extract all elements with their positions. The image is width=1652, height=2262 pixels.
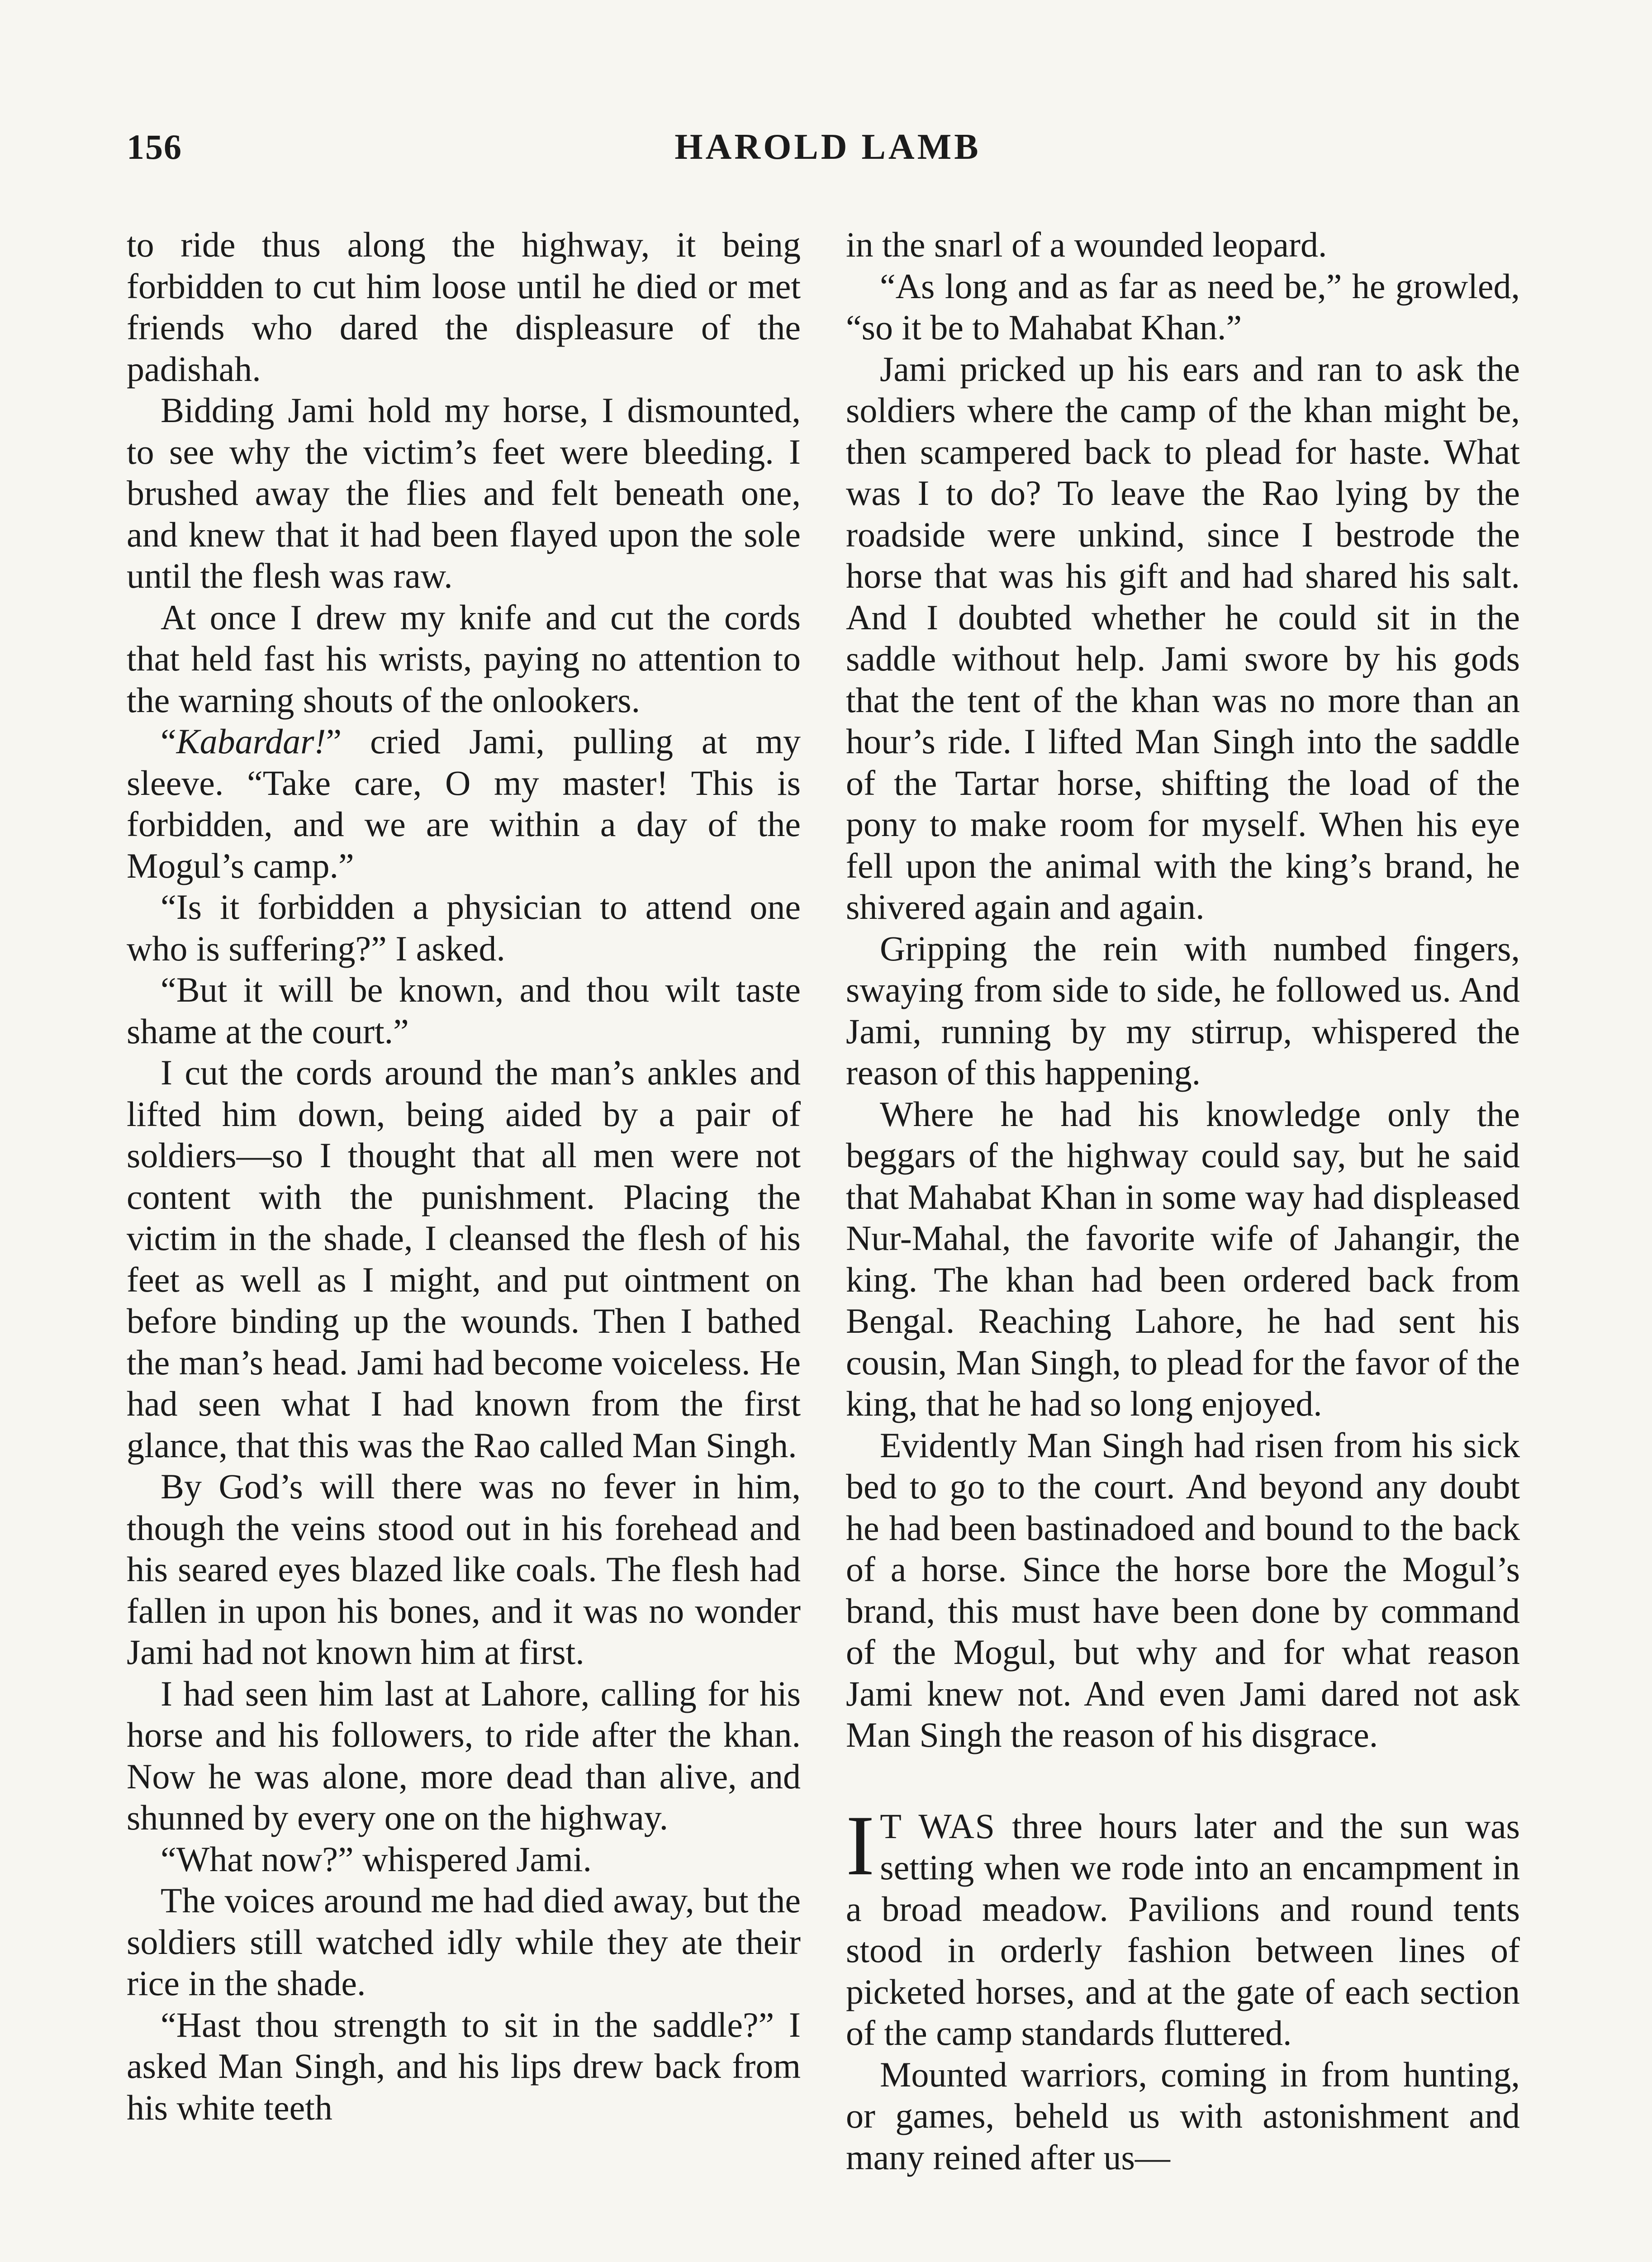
paragraph: I cut the cords around the man’s ankles and lifted him down, being aided by a pair of soldiers—so I thought that all men were not content with the punishment. Placing the victim in the shade, I cleansed the flesh of his feet as well as I might, and put ointment on before binding up the wounds. Then I bathed the man’s head. Jami had become voiceless. He had seen what I had known from the first glance, that this was the Rao called Man Singh. <box>127 1053 801 1465</box>
italic-exclamation: Kabardar! <box>176 722 326 761</box>
drop-cap: I <box>846 1798 875 1893</box>
running-head: HAROLD LAMB <box>674 127 981 167</box>
paragraph: “Is it forbidden a physician to attend one who is suffering?” I asked. <box>127 887 801 968</box>
paragraph <box>127 721 801 886</box>
right-column <box>846 224 1520 2178</box>
paragraph: to ride thus along the highway, it being forbidden to cut him loose until he died or met friends who dared the displeasure of the padishah. <box>127 225 801 389</box>
page-number: 156 <box>127 127 182 166</box>
paragraph: Jami pricked up his ears and ran to ask the soldiers where the camp of the khan might be, then scampered back to plead for haste. What was I to do? To leave the Rao lying by the roadside were unkind, since I bestrode the horse that was his gift and had shared his salt. And I doubted whether he could sit in the saddle without help. Jami swore by his gods that the tent of the khan was no more than an hour’s ride. I lifted Man Singh into the saddle of the Tartar horse, shifting the load of the pony to make room for myself. When his eye fell upon the animal with the king’s brand, he shivered again and again. <box>846 349 1520 927</box>
paragraph: Where he had his knowledge only the beggars of the highway could say, but he said that Mahabat Khan in some way had displeased Nur-Mahal, the favorite wife of Jahangir, the king. The khan had been ordered back from Bengal. Reaching Lahore, he had sent his cousin, Man Singh, to plead for the favor of the king, that he had so long enjoyed. <box>846 1094 1520 1423</box>
paragraph: The voices around me had died away, but the soldiers still watched idly while they ate their rice in the shade. <box>127 1881 801 2003</box>
paragraph-text: three hours later and the sun was setting when we rode into an encampment in a broad meadow. Pavilions and round tents stood in orderly fashion between lines of picketed horses, and at the gate of each section of the camp standards fluttered. <box>846 1806 1520 2053</box>
paragraph: in the snarl of a wounded leopard. <box>846 225 1327 264</box>
left-column <box>127 224 801 2128</box>
paragraph: Evidently Man Singh had risen from his sick bed to go to the court. And beyond any doubt he had been bastinadoed and bound to the back of a horse. Since the horse bore the Mogul’s brand, this must have been done by command of the Mogul, but why and for what reason Jami knew not. And even Jami dared not ask Man Singh the reason of his disgrace. <box>846 1425 1520 1754</box>
open-quote: “ <box>161 722 176 761</box>
page-header <box>127 127 1529 190</box>
section-opening-paragraph <box>846 1798 1520 2054</box>
paragraph: By God’s will there was no fever in him, though the veins stood out in his forehead and his seared eyes blazed like coals. The flesh had fallen in upon his bones, and it was no wonder Jami had not known him at first. <box>127 1467 801 1672</box>
paragraph: Mounted warriors, coming in from hunting, or games, beheld us with astonishment and many reined after us— <box>846 2054 1520 2177</box>
paragraph: Bidding Jami hold my horse, I dismounted, to see why the victim’s feet were bleeding. I brushed away the flies and felt beneath one, and knew that it had been flayed upon the sole until the flesh was raw. <box>127 390 801 595</box>
paragraph: Gripping the rein with numbed fingers, swaying from side to side, he followed us. And Jami, running by my stirrup, whispered the reason of this happening. <box>846 928 1520 1092</box>
section-break <box>846 1756 1520 1806</box>
paragraph-text: ” cried Jami, pulling at my sleeve. “Take care, O my master! This is forbidden, and we are within a day of the Mogul’s camp.” <box>127 722 801 885</box>
paragraph: I had seen him last at Lahore, calling for his horse and his followers, to ride after the khan. Now he was alone, more dead than alive, and shunned by every one on the highway. <box>127 1673 801 1837</box>
paragraph: “Hast thou strength to sit in the saddle?” I asked Man Singh, and his lips drew back from his white teeth <box>127 2005 801 2127</box>
paragraph: “What now?” whispered Jami. <box>161 1839 592 1879</box>
paragraph: “As long and as far as need be,” he growled, “so it be to Mahabat Khan.” <box>846 266 1520 347</box>
paragraph: At once I drew my knife and cut the cords that held fast his wrists, paying no attention to the warning shouts of the onlookers. <box>127 597 801 720</box>
lead-in: T WAS <box>880 1806 996 1846</box>
paragraph: “But it will be known, and thou wilt taste shame at the court.” <box>127 970 801 1051</box>
